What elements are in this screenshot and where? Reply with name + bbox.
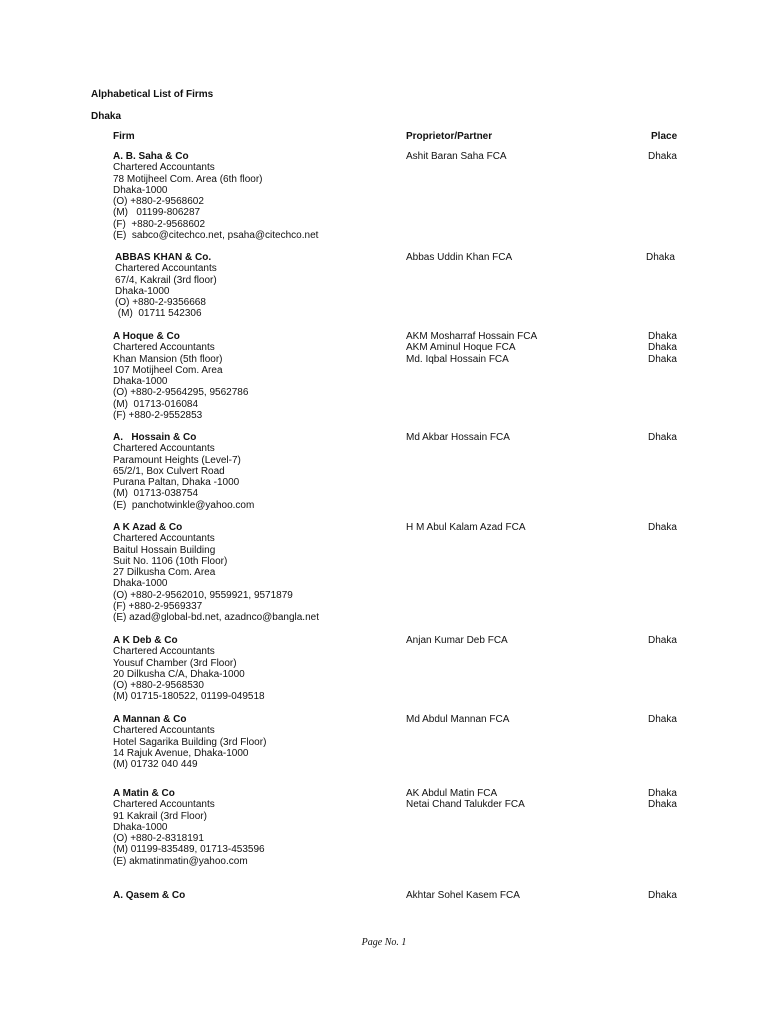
firm-city: Purana Paltan, Dhaka -1000 (113, 477, 240, 489)
firm-details (115, 252, 395, 320)
firm-suite: Suit No. 1106 (10th Floor) (113, 555, 228, 567)
firm-name: A. Qasem & Co (113, 890, 186, 901)
firm-address: 65/2/1, Box Culvert Road (113, 465, 225, 477)
firm-details (113, 714, 393, 770)
firm-office-phone: (O) +880-2-9568530 (113, 680, 204, 692)
partner-name: Netai Chand Talukder FCA (406, 799, 525, 811)
place-list (648, 788, 708, 811)
firm-mobile: (M) 01199-806287 (113, 207, 201, 219)
partner-list (406, 788, 636, 811)
firm-name: A Hoque & Co (113, 331, 180, 342)
firm-email: (E) panchotwinkle@yahoo.com (113, 499, 255, 511)
firm-building: Yousuf Chamber (3rd Floor) (113, 657, 237, 669)
firm-designation: Chartered Accountants (113, 799, 215, 811)
city-heading: Dhaka (91, 111, 122, 122)
firm-address: 91 Kakrail (3rd Floor) (113, 810, 207, 822)
firm-name: A Matin & Co (113, 788, 175, 799)
firm-name: A. Hossain & Co (113, 432, 197, 443)
firm-office-phone: (O) +880-2-9568602 (113, 196, 204, 208)
partner-name: Anjan Kumar Deb FCA (406, 635, 508, 646)
partner-name: AKM Mosharraf Hossain FCA (406, 331, 538, 342)
partner-list (406, 890, 636, 901)
place-list (648, 522, 708, 533)
partner-name: Akhtar Sohel Kasem FCA (406, 890, 520, 901)
place-list (648, 890, 708, 901)
firm-email: (E) akmatinmatin@yahoo.com (113, 855, 248, 867)
firm-mobile: (M) 01713-038754 (113, 488, 199, 500)
firm-city: Dhaka-1000 (113, 184, 168, 196)
partner-list (406, 635, 636, 646)
place-name: Dhaka (648, 331, 677, 342)
partner-name: AKM Aminul Hoque FCA (406, 342, 516, 354)
firm-details (113, 432, 393, 511)
firm-address: 67/4, Kakrail (3rd floor) (115, 274, 217, 286)
firm-designation: Chartered Accountants (113, 443, 215, 455)
firm-name: A Mannan & Co (113, 714, 187, 725)
partner-list (406, 714, 636, 725)
firm-building: Baitul Hossain Building (113, 544, 216, 556)
document-title: Alphabetical List of Firms (91, 89, 214, 100)
firm-office-phone: (O) +880-2-9356668 (115, 297, 206, 309)
firm-designation: Chartered Accountants (115, 263, 217, 275)
firm-office-phone: (O) +880-2-8318191 (113, 833, 204, 845)
place-name: Dhaka (648, 151, 677, 162)
place-name: Dhaka (648, 635, 677, 646)
firm-details (113, 151, 393, 241)
firm-address: 14 Rajuk Avenue, Dhaka-1000 (113, 747, 249, 759)
firm-city: Dhaka-1000 (115, 285, 170, 297)
firm-email: (E) sabco@citechco.net, psaha@citechco.net (113, 230, 319, 242)
firm-office-phone: (O) +880-2-9562010, 9559921, 9571879 (113, 589, 293, 601)
column-header-proprietor: Proprietor/Partner (406, 131, 493, 142)
firm-city: Dhaka-1000 (113, 578, 168, 590)
partner-list (406, 432, 636, 443)
firm-mobile: (M) 01199-835489, 01713-453596 (113, 844, 265, 856)
firm-details (113, 635, 393, 703)
firm-building: Paramount Heights (Level-7) (113, 454, 241, 466)
place-name: Dhaka (648, 342, 677, 354)
partner-name: H M Abul Kalam Azad FCA (406, 522, 526, 533)
firm-office-phone: (O) +880-2-9564295, 9562786 (113, 387, 249, 399)
firm-designation: Chartered Accountants (113, 533, 215, 545)
place-list (648, 151, 708, 162)
partner-name: AK Abdul Matin FCA (406, 788, 498, 799)
firm-mobile: (M) 01711 542306 (115, 308, 202, 320)
place-name: Dhaka (646, 252, 675, 263)
firm-address: 20 Dilkusha C/A, Dhaka-1000 (113, 668, 245, 680)
place-list (648, 331, 708, 365)
firm-address: 78 Motijheel Com. Area (6th floor) (113, 173, 263, 185)
partner-name: Md Abdul Mannan FCA (406, 714, 510, 725)
firm-building: Khan Mansion (5th floor) (113, 353, 223, 365)
place-name: Dhaka (648, 353, 677, 365)
place-name: Dhaka (648, 890, 677, 901)
firm-mobile: (M) 01713-016084 (113, 398, 199, 410)
place-list (646, 252, 706, 263)
firm-mobile: (M) 01732 040 449 (113, 759, 198, 771)
firm-email: (E) azad@global-bd.net, azadnco@bangla.net (113, 612, 319, 624)
partner-list (406, 331, 636, 365)
page-number: Page No. 1 (361, 937, 407, 948)
firm-city: Dhaka-1000 (113, 376, 168, 388)
place-list (648, 714, 708, 725)
place-name: Dhaka (648, 788, 677, 799)
firm-details (113, 788, 393, 867)
firm-fax: (F) +880-2-9552853 (113, 410, 203, 422)
firm-designation: Chartered Accountants (113, 342, 215, 354)
firm-mobile: (M) 01715-180522, 01199-049518 (113, 691, 265, 703)
firm-designation: Chartered Accountants (113, 725, 215, 737)
partner-list (406, 151, 636, 162)
firm-name: A. B. Saha & Co (113, 151, 189, 162)
partner-name: Ashit Baran Saha FCA (406, 151, 507, 162)
firm-name: A K Azad & Co (113, 522, 183, 533)
firm-details (113, 331, 393, 421)
partner-name: Md Akbar Hossain FCA (406, 432, 510, 443)
place-list (648, 635, 708, 646)
partner-list (406, 522, 636, 533)
partner-name: Abbas Uddin Khan FCA (406, 252, 513, 263)
place-name: Dhaka (648, 799, 677, 811)
partner-list (406, 252, 636, 263)
firm-designation: Chartered Accountants (113, 162, 215, 174)
firm-name: A K Deb & Co (113, 635, 178, 646)
firm-details (113, 890, 393, 901)
firm-name: ABBAS KHAN & Co. (115, 252, 212, 263)
place-name: Dhaka (648, 522, 677, 533)
partner-name: Md. Iqbal Hossain FCA (406, 353, 509, 365)
firm-address: 27 Dilkusha Com. Area (113, 567, 216, 579)
place-list (648, 432, 708, 443)
firm-building: Hotel Sagarika Building (3rd Floor) (113, 736, 267, 748)
firm-address: 107 Motijheel Com. Area (113, 364, 223, 376)
place-name: Dhaka (648, 432, 677, 443)
column-header-firm: Firm (113, 131, 135, 142)
firm-details (113, 522, 393, 624)
firm-city: Dhaka-1000 (113, 821, 168, 833)
firm-fax: (F) +880-2-9568602 (113, 218, 206, 230)
column-header-place: Place (651, 131, 678, 142)
firm-designation: Chartered Accountants (113, 646, 215, 658)
place-name: Dhaka (648, 714, 677, 725)
firm-fax: (F) +880-2-9569337 (113, 601, 203, 613)
